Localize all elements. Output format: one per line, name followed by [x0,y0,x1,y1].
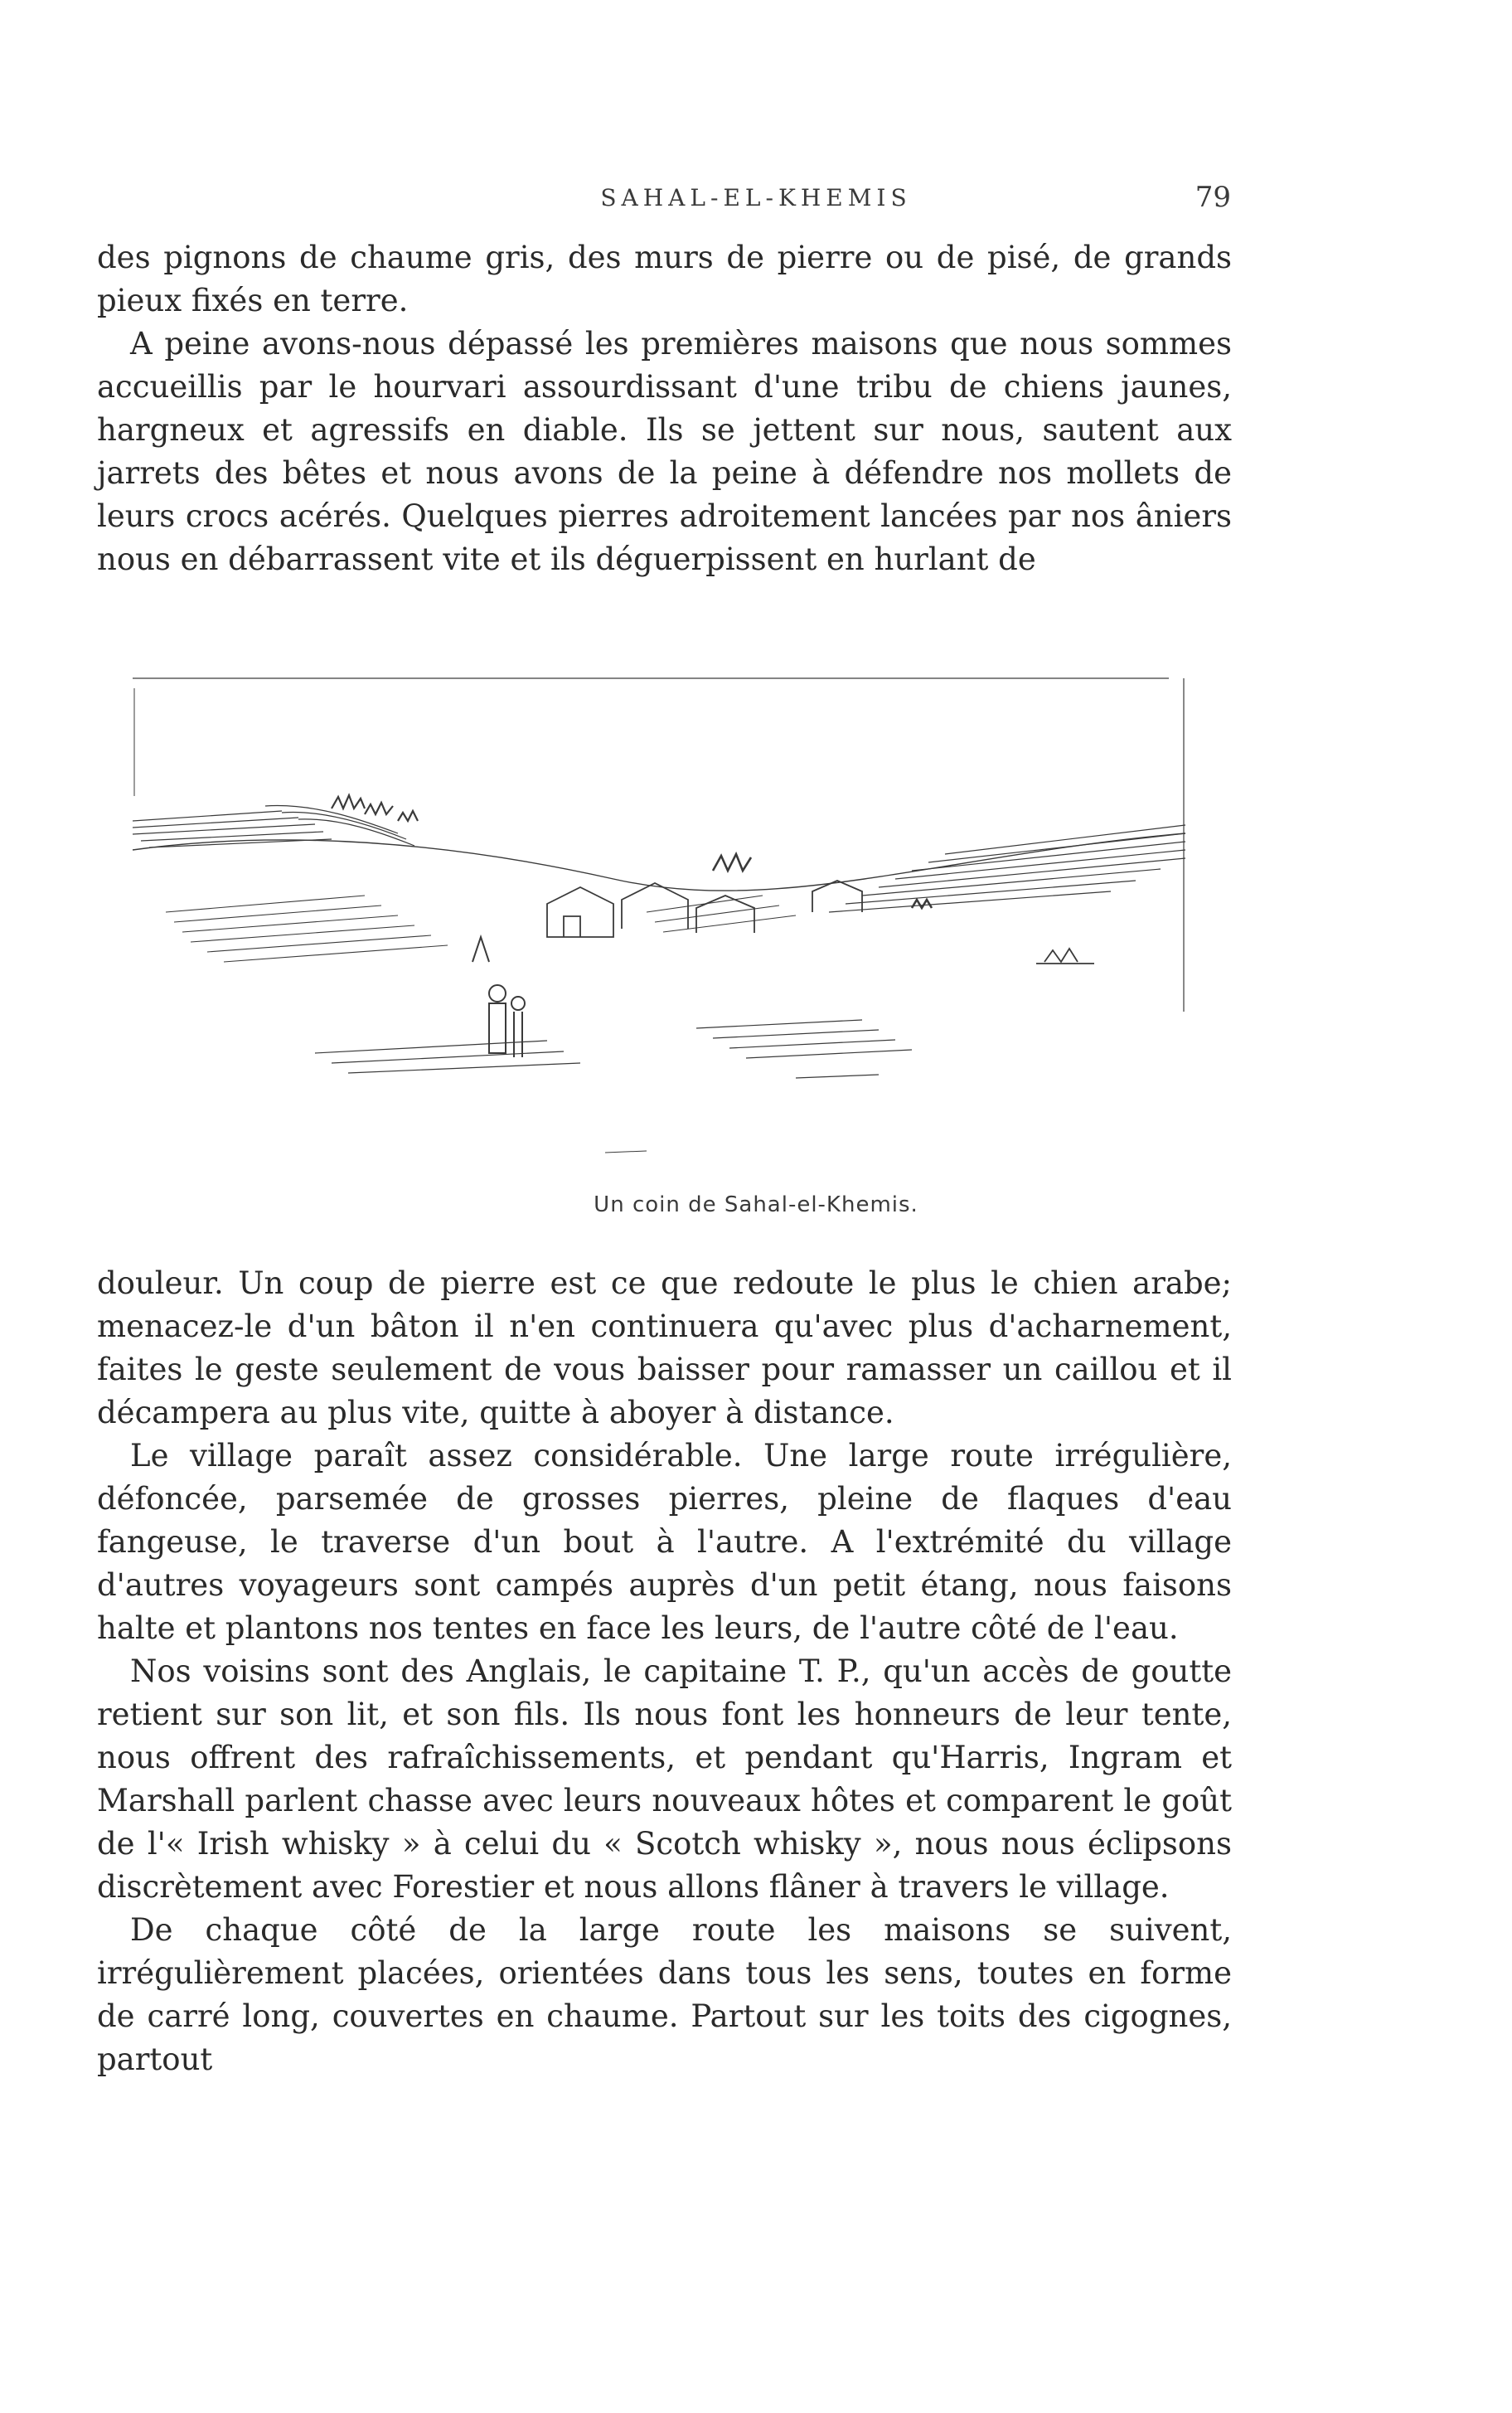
paragraph: A peine avons-nous dépassé les premières maisons que nous sommes accueillis par le hourvari assourdissant d'une tribu de chiens jaunes, hargneux et agressifs en diable. Ils se jettent sur nous, sautent aux jarrets des bêtes et nous avons de la peine à défendre nos mollets de leurs crocs acérés. Quelques pierres adroitement lancées par nos âniers nous en débarrassent vite et ils déguerpissent en hurlant de [97,326,1232,577]
text-block-top [97,236,1232,581]
paragraph: Le village paraît assez considérable. Une large route irrégulière, défoncée, parsemée de grosses pierres, pleine de flaques d'eau fangeuse, le traverse d'un bout à l'autre. A l'extrémité du village d'autres voyageurs sont campés auprès d'un petit étang, nous faisons halte et plantons nos tentes en face les leurs, de l'autre côté de l'eau. [97,1438,1232,1646]
paragraph: des pignons de chaume gris, des murs de pierre ou de pisé, de grands pieux fixés en terre. [97,240,1232,318]
page-number: 79 [1195,181,1231,214]
text-block-bottom [97,1262,1232,2081]
illustration-drawing [116,663,1194,1186]
figure-caption: Un coin de Sahal-el-Khemis. [594,1192,918,1217]
village-illustration [116,663,1194,1186]
paragraph: Nos voisins sont des Anglais, le capitaine T. P., qu'un accès de goutte retient sur son lit, et son fils. Ils nous font les honneurs de leur tente, nous offrent des rafraîchissements, et pendant qu'Harris, Ingram et Marshall parlent chasse avec leurs nouveaux hôtes et comparent le goût de l'« Irish whisky » à celui du « Scotch whisky », nous nous éclipsons discrètement avec Forestier et nous allons flâner à travers le village. [97,1653,1232,1905]
running-title: SAHAL-EL-KHEMIS [600,184,912,211]
paragraph: douleur. Un coup de pierre est ce que redoute le plus le chien arabe; menacez-le d'un bâton il n'en continuera qu'avec plus d'acharnement, faites le geste seulement de vous baisser pour ramasser un caillou et il décampera au plus vite, quitte à aboyer à distance. [97,1265,1232,1430]
paragraph: De chaque côté de la large route les maisons se suivent, irrégulièrement placées, orientées dans tous les sens, toutes en forme de carré long, couvertes en chaume. Partout sur les toits des cigognes, partout [97,1912,1232,2077]
